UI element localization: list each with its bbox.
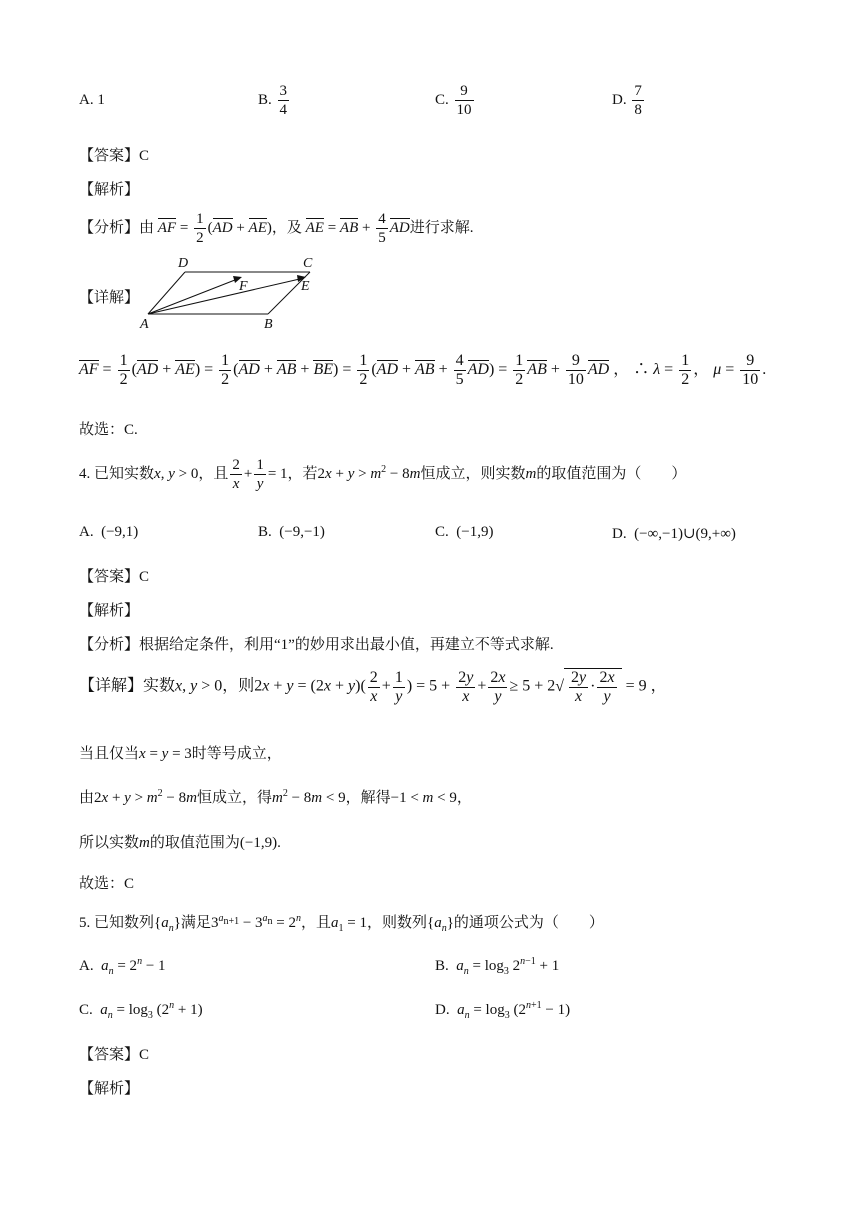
- q3-answer: 【答案】C: [79, 148, 150, 164]
- q4-option-c: C. (−1,9): [435, 524, 494, 540]
- q4-fenxi: 【分析】根据给定条件，利用“1”的妙用求出最小值，再建立不等式求解.: [79, 637, 554, 653]
- fraction: $\frac{3}{4}$: [279, 83, 288, 118]
- q3-jiexi: 【解析】: [79, 182, 140, 198]
- q4-range-line: 所以实数m的取值范围为(−1,9).: [79, 835, 281, 851]
- point-label-b: B: [264, 317, 273, 332]
- point-label-e: E: [301, 279, 310, 294]
- q5-option-b: B. $a_n = \log_3 2^{n-1} + 1$: [435, 956, 560, 977]
- q3-xiangjie-label: 【详解】: [79, 290, 140, 306]
- point-label-f: F: [239, 279, 248, 294]
- q4-answer: 【答案】C: [79, 569, 150, 585]
- q5-answer: 【答案】C: [79, 1047, 150, 1063]
- q3-option-c: C. $\frac{9}{10}$: [435, 83, 472, 118]
- q3-conclusion: 故选：C.: [79, 422, 138, 438]
- q4-xiangjie: 【详解】实数x, y > 0，则2x + y = (2x + y)( $\frac{2}{x}$ + $\frac{1}{y}$ ) = 5 + $\frac{2y}{x}$ + $\frac{2x}{y}$ ≥ 5 + 2√ $\frac{2y}{x}$ · $\frac{2x}{y}$ = 9 ，: [79, 668, 667, 705]
- fraction: $\frac{9}{10}$: [456, 83, 472, 118]
- q5-jiexi: 【解析】: [79, 1081, 140, 1097]
- q5-option-d: D. $a_n = \log_3 (2^{n+1} - 1)$: [435, 1000, 571, 1021]
- q3-option-a: A. 1: [79, 92, 105, 108]
- q3-derivation: AF = $\frac{1}{2}$ (AD + AE) = $\frac{1}{2}$ (AD + AB + BE) = $\frac{1}{2}$ (AD + AB + $\frac{4}{5}$ AD) = $\frac{1}{2}$ AB + $\frac{9}{10}$ AD ， ∴ λ = $\frac{1}{2}$ ， μ = $\frac{9}{10}$ .: [79, 352, 767, 388]
- q3-option-b: B. $\frac{3}{4}$: [258, 83, 288, 118]
- q4-solve-line: 由$2x + y > m^2 - 8m$恒成立，得$m^2 - 8m < 9$，解得−1 < m < 9，: [79, 788, 472, 806]
- fraction: $\frac{7}{8}$: [634, 83, 642, 118]
- parallelogram-diagram: [138, 252, 328, 334]
- q4-conclusion: 故选：C: [79, 876, 135, 892]
- q4-option-d: D. (−∞,−1)∪(9,+∞): [612, 526, 736, 542]
- q4-option-a: A. (−9,1): [79, 524, 139, 540]
- point-label-a: A: [140, 317, 149, 332]
- q5-option-a: A. $a_n = 2^n - 1$: [79, 956, 166, 977]
- q5-stem: 5. 已知数列$\{a_n\}$满足$3^{a_{n+1}} - 3^{a_n} = 2^n$，且$a_1 = 1$，则数列$\{a_n\}$的通项公式为（ ）: [79, 913, 604, 934]
- point-label-d: D: [178, 256, 189, 271]
- q4-jiexi: 【解析】: [79, 603, 140, 619]
- q3-option-d: D. $\frac{7}{8}$: [612, 83, 642, 118]
- q4-stem: 4. 已知实数x, y > 0，且 $\frac{2}{x}$ + $\frac{1}{y}$ = 1，若$2x + y > m^2 - 8m$恒成立，则实数m的取值范围为（ ）: [79, 457, 687, 492]
- q4-option-b: B. (−9,−1): [258, 524, 325, 540]
- q3-fenxi: 【分析】由 AF = $\frac{1}{2}$ (AD + AE)，及 AE = AB + $\frac{4}{5}$ AD进行求解.: [79, 211, 474, 246]
- point-label-c: C: [303, 256, 313, 271]
- q4-equality-line: 当且仅当x = y = 3时等号成立，: [79, 746, 282, 762]
- q5-option-c: C. $a_n = \log_3 (2^n + 1)$: [79, 1000, 203, 1021]
